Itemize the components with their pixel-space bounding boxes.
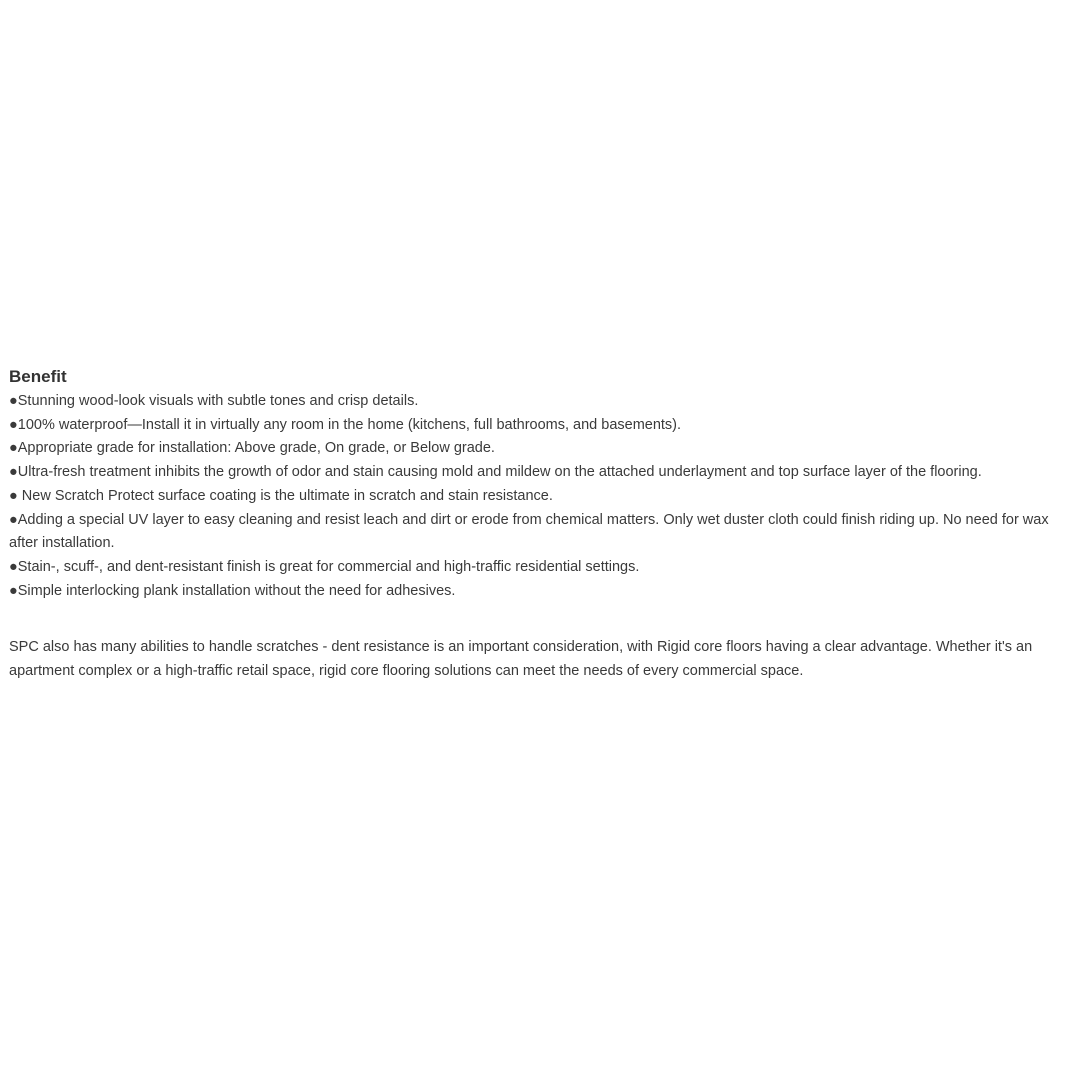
benefit-item: ●Stunning wood-look visuals with subtle tones and crisp details.: [9, 393, 419, 409]
benefit-section: [9, 366, 1073, 684]
section-title: Benefit: [9, 367, 67, 386]
benefit-item: ●Simple interlocking plank installation without the need for adhesives.: [9, 582, 456, 599]
benefit-item: ●Appropriate grade for installation: Above grade, On grade, or Below grade.: [9, 440, 495, 457]
summary-paragraph: SPC also has many abilities to handle scratches - dent resistance is an important consideration, with Rigid core floors having a clear advantage. Whether it's an apartment complex or a high-traffic retail space, rigid core flooring solutions can meet the needs of every commercial space.: [9, 639, 1033, 680]
benefit-item: ●Stain-, scuff-, and dent-resistant finish is great for commercial and high-traffic residential settings.: [9, 558, 640, 575]
benefit-item: ●100% waterproof—Install it in virtually any room in the home (kitchens, full bathrooms, and basements).: [9, 416, 682, 433]
benefit-item: ●Adding a special UV layer to easy cleaning and resist leach and dirt or erode from chemical matters. Only wet duster cloth could finish riding up. No need for wax after installation.: [9, 511, 1049, 552]
benefit-list: [9, 390, 1073, 603]
benefit-item: ● New Scratch Protect surface coating is the ultimate in scratch and stain resistance.: [9, 487, 553, 504]
benefit-item: ●Ultra-fresh treatment inhibits the growth of odor and stain causing mold and mildew on the attached underlayment and top surface layer of the flooring.: [9, 464, 982, 481]
